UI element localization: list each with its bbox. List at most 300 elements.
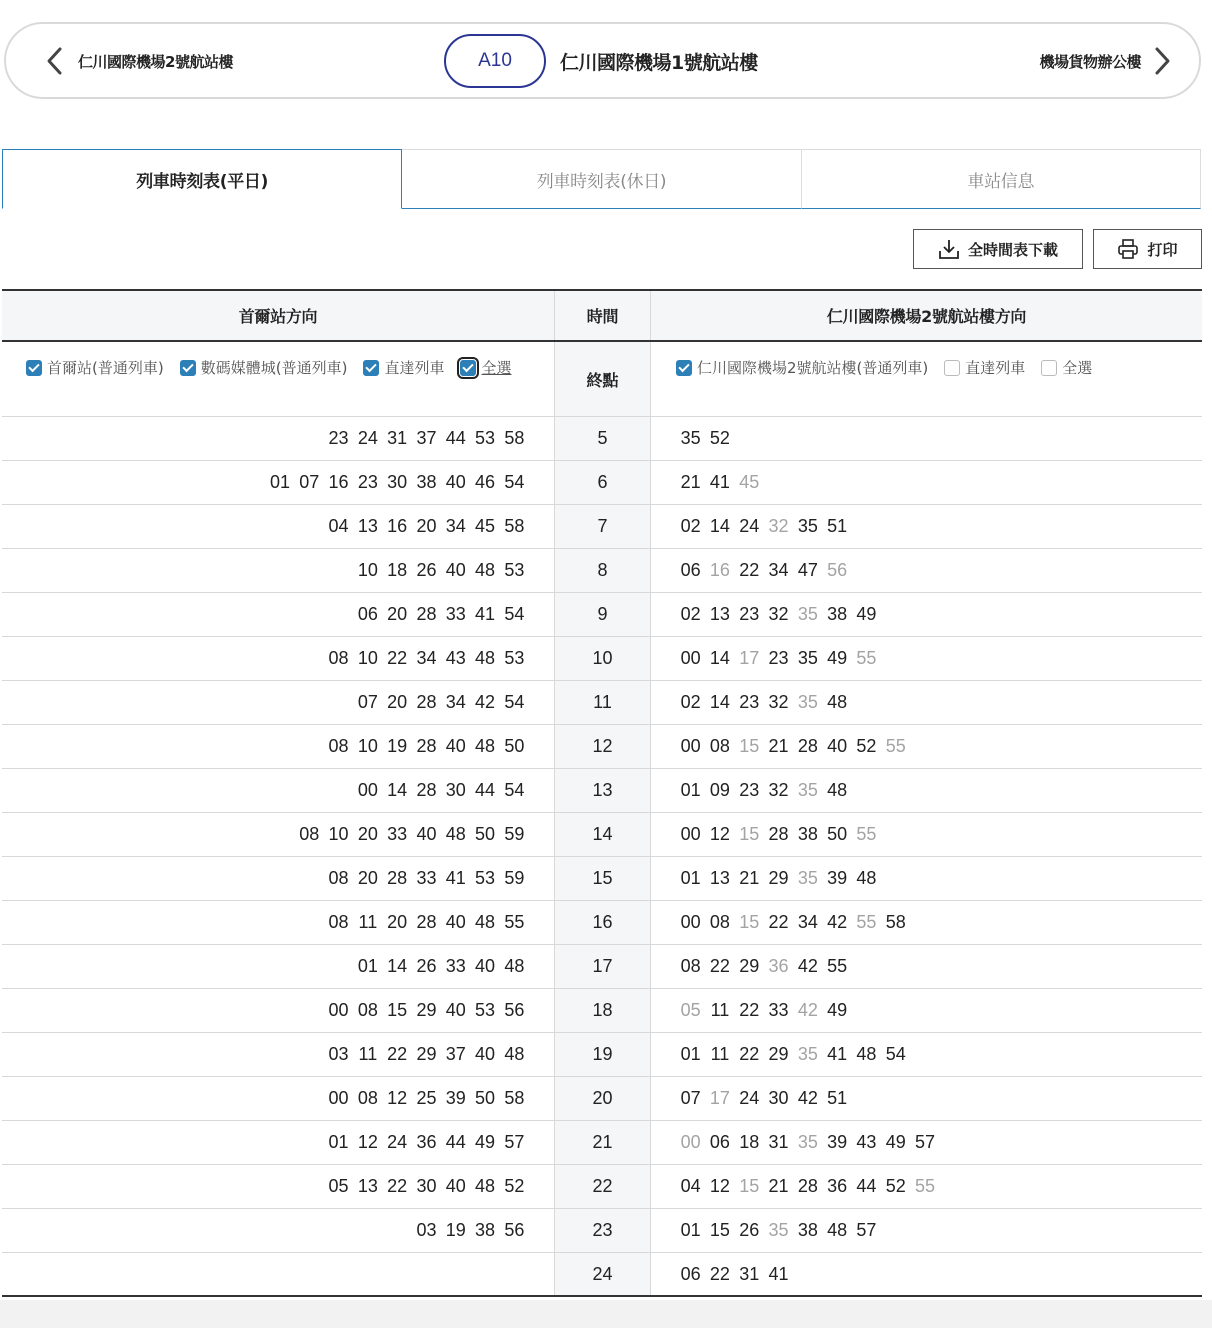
- express-departure-minute[interactable]: 55: [856, 912, 877, 932]
- next-station-link[interactable]: [1039, 40, 1173, 82]
- filter-label: 數碼媒體城(普通列車): [200, 359, 348, 377]
- departure-minute[interactable]: 06: [680, 1263, 701, 1284]
- departure-minute[interactable]: 14: [387, 956, 408, 976]
- left-departures: [2, 549, 554, 592]
- departure-minute[interactable]: 39: [445, 1088, 466, 1108]
- departure-minute[interactable]: 34: [797, 912, 818, 932]
- departure-minute[interactable]: 30: [445, 780, 466, 800]
- filter-label: 直達列車: [384, 359, 445, 377]
- departure-minute[interactable]: 22: [739, 1000, 760, 1020]
- departure-minute[interactable]: 48: [475, 912, 496, 932]
- departure-minute[interactable]: 14: [709, 516, 730, 536]
- left-departures: [2, 1121, 554, 1164]
- departure-minute[interactable]: 08: [328, 868, 349, 888]
- departure-minute[interactable]: 43: [445, 648, 466, 668]
- departure-minute[interactable]: 16: [387, 516, 408, 536]
- departure-minute[interactable]: 15: [709, 1220, 730, 1240]
- hour-cell: 11: [554, 681, 651, 724]
- filter-seoul-local[interactable]: [26, 357, 164, 378]
- departure-minute[interactable]: 00: [680, 736, 701, 756]
- departure-minute[interactable]: 44: [475, 780, 496, 800]
- departure-minute[interactable]: 43: [856, 1132, 877, 1152]
- departure-minute[interactable]: 07: [680, 1088, 701, 1108]
- filter-dmc-local[interactable]: [180, 357, 348, 378]
- filter-row: [2, 342, 1202, 417]
- departure-minute[interactable]: 12: [709, 824, 730, 844]
- departure-minute[interactable]: 08: [357, 1000, 378, 1020]
- departure-minute[interactable]: 39: [827, 1132, 848, 1152]
- departure-minute[interactable]: 56: [504, 1220, 525, 1240]
- checkbox[interactable]: [180, 360, 196, 376]
- departure-minute[interactable]: 09: [709, 780, 730, 800]
- departure-minute[interactable]: 42: [827, 912, 848, 932]
- departure-minute[interactable]: 11: [358, 1044, 378, 1064]
- right-departures: [651, 989, 1202, 1032]
- departure-minute[interactable]: 49: [827, 1000, 848, 1020]
- departure-minute[interactable]: 40: [445, 560, 466, 580]
- departure-minute[interactable]: 29: [416, 1000, 437, 1020]
- departure-minute[interactable]: 13: [709, 604, 730, 624]
- departure-minute[interactable]: 54: [504, 604, 525, 624]
- departure-minute[interactable]: 39: [827, 868, 848, 888]
- departure-minute[interactable]: 42: [797, 1088, 818, 1108]
- departure-minute[interactable]: 44: [445, 428, 466, 448]
- departure-minute[interactable]: 38: [827, 604, 848, 624]
- departure-minute[interactable]: 01: [680, 780, 701, 800]
- departure-minute[interactable]: 23: [328, 428, 349, 448]
- departure-minute[interactable]: 53: [475, 1000, 496, 1020]
- departure-minute[interactable]: 10: [357, 736, 378, 756]
- departure-minute[interactable]: 31: [739, 1263, 760, 1284]
- departure-minute[interactable]: 54: [885, 1044, 906, 1064]
- departure-minute[interactable]: 36: [827, 1176, 848, 1196]
- departure-minute[interactable]: 08: [328, 648, 349, 668]
- departure-minute[interactable]: 08: [299, 824, 320, 844]
- departure-minute[interactable]: 08: [328, 912, 349, 932]
- departure-minute[interactable]: 35: [680, 428, 701, 448]
- express-departure-minute[interactable]: 15: [739, 1176, 760, 1196]
- departure-minute[interactable]: 29: [739, 956, 760, 976]
- express-departure-minute[interactable]: 15: [739, 736, 760, 756]
- checkbox[interactable]: [26, 360, 42, 376]
- departure-minute[interactable]: 22: [387, 1176, 408, 1196]
- express-departure-minute[interactable]: 55: [856, 824, 877, 844]
- departure-minute[interactable]: 48: [504, 1044, 525, 1064]
- departure-minute[interactable]: 00: [328, 1000, 349, 1020]
- departure-minute[interactable]: 31: [387, 428, 408, 448]
- departure-minute[interactable]: 33: [445, 604, 466, 624]
- tab-weekday-timetable[interactable]: 列車時刻表(平日): [2, 149, 402, 209]
- departure-minute[interactable]: 52: [885, 1176, 906, 1196]
- prev-station-link[interactable]: [44, 40, 233, 82]
- departure-minute[interactable]: 55: [504, 912, 525, 932]
- departure-minute[interactable]: 45: [475, 516, 496, 536]
- departure-minute[interactable]: 52: [856, 736, 877, 756]
- departure-minute[interactable]: 12: [387, 1088, 408, 1108]
- departure-minute[interactable]: 33: [445, 956, 466, 976]
- express-departure-minute[interactable]: 56: [827, 560, 848, 580]
- departure-minute[interactable]: 13: [357, 516, 378, 536]
- departure-minute[interactable]: 08: [709, 736, 730, 756]
- departure-minute[interactable]: 40: [445, 736, 466, 756]
- departure-minute[interactable]: 48: [475, 736, 496, 756]
- departure-minute[interactable]: 36: [416, 1132, 437, 1152]
- departure-minute[interactable]: 48: [827, 1220, 848, 1240]
- filter-t2-local[interactable]: [676, 357, 928, 378]
- express-departure-minute[interactable]: 35: [797, 604, 818, 624]
- departure-minute[interactable]: 22: [387, 648, 408, 668]
- departure-minute[interactable]: 00: [680, 824, 701, 844]
- departure-minute[interactable]: 28: [416, 736, 437, 756]
- departure-minute[interactable]: 30: [768, 1088, 789, 1108]
- departure-minute[interactable]: 07: [357, 692, 378, 712]
- express-departure-minute[interactable]: 32: [768, 516, 789, 536]
- departure-minute[interactable]: 57: [856, 1220, 877, 1240]
- hour-cell: 5: [554, 417, 651, 460]
- checkbox[interactable]: [363, 360, 379, 376]
- table-row: [2, 549, 1202, 593]
- departure-minute[interactable]: 11: [710, 1000, 730, 1020]
- departure-minute[interactable]: 41: [768, 1263, 789, 1284]
- hour-cell: 15: [554, 857, 651, 900]
- checkbox[interactable]: [676, 360, 692, 376]
- departure-minute[interactable]: 10: [328, 824, 349, 844]
- departure-minute[interactable]: 26: [739, 1220, 760, 1240]
- departure-minute[interactable]: 48: [445, 824, 466, 844]
- departure-minute[interactable]: 40: [445, 1000, 466, 1020]
- filter-express-left[interactable]: [363, 357, 444, 378]
- departure-minute[interactable]: 58: [504, 1088, 525, 1108]
- departure-minute[interactable]: 03: [328, 1044, 349, 1064]
- departure-minute[interactable]: 31: [768, 1132, 789, 1152]
- express-departure-minute[interactable]: 55: [856, 648, 877, 668]
- departure-minute[interactable]: 40: [475, 956, 496, 976]
- departure-minute[interactable]: 35: [797, 648, 818, 668]
- departure-minute[interactable]: 13: [357, 1176, 378, 1196]
- departure-minute[interactable]: 53: [475, 428, 496, 448]
- departure-minute[interactable]: 44: [856, 1176, 877, 1196]
- departure-minute[interactable]: 26: [416, 560, 437, 580]
- express-departure-minute[interactable]: 55: [915, 1176, 936, 1196]
- express-departure-minute[interactable]: 15: [739, 912, 760, 932]
- express-departure-minute[interactable]: 35: [797, 1044, 818, 1064]
- filter-select-all-right[interactable]: [1041, 357, 1092, 378]
- departure-minute[interactable]: 14: [709, 648, 730, 668]
- departure-minute[interactable]: 20: [416, 516, 437, 536]
- departure-minute[interactable]: 54: [504, 780, 525, 800]
- departure-minute[interactable]: 22: [768, 912, 789, 932]
- departure-minute[interactable]: 48: [475, 560, 496, 580]
- departure-minute[interactable]: 00: [680, 648, 701, 668]
- right-departures: [651, 505, 1202, 548]
- departure-minute[interactable]: 44: [445, 1132, 466, 1152]
- departure-minute[interactable]: 40: [475, 1044, 496, 1064]
- departure-minute[interactable]: 28: [768, 824, 789, 844]
- departure-minute[interactable]: 49: [827, 648, 848, 668]
- departure-minute[interactable]: 20: [357, 868, 378, 888]
- departure-minute[interactable]: 16: [328, 472, 349, 492]
- right-departures: [651, 901, 1202, 944]
- checkbox[interactable]: [1041, 360, 1057, 376]
- table-row: [2, 945, 1202, 989]
- express-departure-minute[interactable]: 35: [797, 692, 818, 712]
- departure-minute[interactable]: 28: [416, 604, 437, 624]
- print-button[interactable]: [1093, 229, 1202, 269]
- departure-minute[interactable]: 23: [768, 648, 789, 668]
- express-departure-minute[interactable]: 36: [768, 956, 789, 976]
- departure-minute[interactable]: 18: [387, 560, 408, 580]
- departure-minute[interactable]: 11: [710, 1044, 730, 1064]
- departure-minute[interactable]: 00: [328, 1088, 349, 1108]
- departure-minute[interactable]: 01: [328, 1132, 349, 1152]
- departure-minute[interactable]: 49: [856, 604, 877, 624]
- departure-minute[interactable]: 35: [797, 516, 818, 536]
- departure-minute[interactable]: 41: [709, 472, 730, 492]
- departure-minute[interactable]: 28: [416, 912, 437, 932]
- departure-minute[interactable]: 20: [387, 912, 408, 932]
- departure-minute[interactable]: 57: [915, 1132, 936, 1152]
- departure-minute[interactable]: 00: [357, 780, 378, 800]
- departure-minute[interactable]: 22: [739, 560, 760, 580]
- departure-minute[interactable]: 48: [827, 780, 848, 800]
- departure-minute[interactable]: 01: [680, 1220, 701, 1240]
- departure-minute[interactable]: 41: [475, 604, 496, 624]
- departure-minute[interactable]: 07: [299, 472, 320, 492]
- express-departure-minute[interactable]: 35: [797, 868, 818, 888]
- departure-minute[interactable]: 30: [416, 1176, 437, 1196]
- hour-cell: 19: [554, 1033, 651, 1076]
- departure-minute[interactable]: 21: [768, 1176, 789, 1196]
- filter-label: 全選: [481, 359, 512, 377]
- departure-minute[interactable]: 48: [856, 1044, 877, 1064]
- departure-minute[interactable]: 28: [797, 1176, 818, 1196]
- table-row: [2, 505, 1202, 549]
- departure-minute[interactable]: 42: [475, 692, 496, 712]
- departure-minute[interactable]: 28: [416, 780, 437, 800]
- departure-minute[interactable]: 21: [739, 868, 760, 888]
- tab-station-info[interactable]: 車站信息: [802, 149, 1201, 209]
- departure-minute[interactable]: 21: [680, 472, 701, 492]
- departure-minute[interactable]: 49: [885, 1132, 906, 1152]
- departure-minute[interactable]: 40: [445, 472, 466, 492]
- departure-minute[interactable]: 00: [680, 912, 701, 932]
- departure-minute[interactable]: 28: [797, 736, 818, 756]
- departure-minute[interactable]: 33: [387, 824, 408, 844]
- departure-minute[interactable]: 38: [475, 1220, 496, 1240]
- departure-minute[interactable]: 08: [680, 956, 701, 976]
- departure-minute[interactable]: 12: [709, 1176, 730, 1196]
- departure-minute[interactable]: 56: [504, 1000, 525, 1020]
- departure-minute[interactable]: 34: [445, 516, 466, 536]
- tab-holiday-timetable[interactable]: 列車時刻表(休日): [402, 149, 801, 209]
- departure-minute[interactable]: 48: [504, 956, 525, 976]
- departure-minute[interactable]: 50: [504, 736, 525, 756]
- departure-minute[interactable]: 06: [680, 560, 701, 580]
- departure-minute[interactable]: 33: [416, 868, 437, 888]
- departure-minute[interactable]: 20: [357, 824, 378, 844]
- departure-minute[interactable]: 06: [709, 1132, 730, 1152]
- departure-minute[interactable]: 30: [387, 472, 408, 492]
- right-departures: [651, 769, 1202, 812]
- express-departure-minute[interactable]: 16: [709, 560, 730, 580]
- departure-minute[interactable]: 37: [445, 1044, 466, 1064]
- departure-minute[interactable]: 59: [504, 868, 525, 888]
- departure-minute[interactable]: 20: [387, 604, 408, 624]
- departure-minute[interactable]: 29: [768, 1044, 789, 1064]
- departure-minute[interactable]: 52: [709, 428, 730, 448]
- departure-minute[interactable]: 24: [739, 1088, 760, 1108]
- departure-minute[interactable]: 10: [357, 648, 378, 668]
- right-departures: [651, 1077, 1202, 1120]
- departure-minute[interactable]: 40: [827, 736, 848, 756]
- departure-minute[interactable]: 53: [504, 560, 525, 580]
- departure-minute[interactable]: 22: [387, 1044, 408, 1064]
- departure-minute[interactable]: 22: [709, 956, 730, 976]
- departure-minute[interactable]: 37: [416, 428, 437, 448]
- left-departures: [2, 901, 554, 944]
- left-direction-header: 首爾站方向: [238, 307, 318, 326]
- departure-minute[interactable]: 04: [328, 516, 349, 536]
- departure-minute[interactable]: 24: [387, 1132, 408, 1152]
- departure-minute[interactable]: 29: [416, 1044, 437, 1064]
- left-departures: [2, 1077, 554, 1120]
- departure-minute[interactable]: 38: [416, 472, 437, 492]
- departure-minute[interactable]: 59: [504, 824, 525, 844]
- departure-minute[interactable]: 15: [387, 1000, 408, 1020]
- departure-minute[interactable]: 48: [827, 692, 848, 712]
- departure-minute[interactable]: 32: [768, 692, 789, 712]
- departure-minute[interactable]: 19: [445, 1220, 466, 1240]
- departure-minute[interactable]: 23: [739, 780, 760, 800]
- express-departure-minute[interactable]: 00: [680, 1132, 701, 1152]
- departure-minute[interactable]: 08: [357, 1088, 378, 1108]
- departure-minute[interactable]: 50: [475, 824, 496, 844]
- express-departure-minute[interactable]: 35: [797, 1132, 818, 1152]
- departure-minute[interactable]: 32: [768, 604, 789, 624]
- departure-minute[interactable]: 20: [387, 692, 408, 712]
- download-timetable-button[interactable]: [913, 229, 1083, 269]
- departure-minute[interactable]: 50: [475, 1088, 496, 1108]
- departure-minute[interactable]: 34: [768, 560, 789, 580]
- departure-minute[interactable]: 51: [827, 516, 848, 536]
- departure-minute[interactable]: 55: [827, 956, 848, 976]
- departure-minute[interactable]: 03: [416, 1220, 437, 1240]
- departure-minute[interactable]: 01: [269, 472, 290, 492]
- departure-minute[interactable]: 53: [475, 868, 496, 888]
- departure-minute[interactable]: 54: [504, 692, 525, 712]
- departure-minute[interactable]: 11: [358, 912, 378, 932]
- departure-minute[interactable]: 05: [328, 1176, 349, 1196]
- departure-minute[interactable]: 34: [445, 692, 466, 712]
- express-departure-minute[interactable]: 45: [739, 472, 760, 492]
- departure-minute[interactable]: 23: [739, 604, 760, 624]
- departure-minute[interactable]: 58: [885, 912, 906, 932]
- departure-minute[interactable]: 01: [357, 956, 378, 976]
- departure-minute[interactable]: 38: [797, 1220, 818, 1240]
- express-departure-minute[interactable]: 42: [797, 1000, 818, 1020]
- departure-minute[interactable]: 42: [797, 956, 818, 976]
- departure-minute[interactable]: 34: [416, 648, 437, 668]
- departure-minute[interactable]: 54: [504, 472, 525, 492]
- departure-minute[interactable]: 18: [739, 1132, 760, 1152]
- departure-minute[interactable]: 53: [504, 648, 525, 668]
- departure-minute[interactable]: 22: [739, 1044, 760, 1064]
- departure-minute[interactable]: 01: [680, 868, 701, 888]
- departure-minute[interactable]: 01: [680, 1044, 701, 1064]
- departure-minute[interactable]: 33: [768, 1000, 789, 1020]
- departure-minute[interactable]: 10: [357, 560, 378, 580]
- departure-minute[interactable]: 51: [827, 1088, 848, 1108]
- departure-minute[interactable]: 41: [445, 868, 466, 888]
- departure-minute[interactable]: 58: [504, 428, 525, 448]
- filter-express-right[interactable]: [944, 357, 1025, 378]
- filter-label: 首爾站(普通列車): [47, 359, 164, 377]
- departure-minute[interactable]: 28: [416, 692, 437, 712]
- departure-minute[interactable]: 32: [768, 780, 789, 800]
- departure-minute[interactable]: 24: [739, 516, 760, 536]
- departure-minute[interactable]: 41: [827, 1044, 848, 1064]
- departure-minute[interactable]: 48: [475, 1176, 496, 1196]
- checkbox[interactable]: [944, 360, 960, 376]
- departure-minute[interactable]: 23: [739, 692, 760, 712]
- departure-minute[interactable]: 08: [709, 912, 730, 932]
- table-row: [2, 989, 1202, 1033]
- departure-minute[interactable]: 04: [680, 1176, 701, 1196]
- departure-minute[interactable]: 47: [797, 560, 818, 580]
- express-departure-minute[interactable]: 15: [739, 824, 760, 844]
- departure-minute[interactable]: 48: [856, 868, 877, 888]
- departure-minute[interactable]: 02: [680, 604, 701, 624]
- departure-minute[interactable]: 50: [827, 824, 848, 844]
- departure-minute[interactable]: 06: [357, 604, 378, 624]
- departure-minute[interactable]: 24: [357, 428, 378, 448]
- departure-minute[interactable]: 38: [797, 824, 818, 844]
- express-departure-minute[interactable]: 35: [768, 1220, 789, 1240]
- departure-minute[interactable]: 08: [328, 736, 349, 756]
- departure-minute[interactable]: 52: [504, 1176, 525, 1196]
- departure-minute[interactable]: 21: [768, 736, 789, 756]
- express-departure-minute[interactable]: 17: [739, 648, 760, 668]
- departure-minute[interactable]: 02: [680, 692, 701, 712]
- checkbox[interactable]: [460, 360, 476, 376]
- express-departure-minute[interactable]: 35: [797, 780, 818, 800]
- departure-minute[interactable]: 58: [504, 516, 525, 536]
- departure-minute[interactable]: 26: [416, 956, 437, 976]
- express-departure-minute[interactable]: 05: [680, 1000, 701, 1020]
- departure-minute[interactable]: 49: [475, 1132, 496, 1152]
- express-departure-minute[interactable]: 55: [885, 736, 906, 756]
- departure-minute[interactable]: 40: [416, 824, 437, 844]
- filter-select-all-left[interactable]: [460, 357, 511, 378]
- departure-minute[interactable]: 25: [416, 1088, 437, 1108]
- departure-minute[interactable]: 40: [445, 912, 466, 932]
- departure-minute[interactable]: 23: [357, 472, 378, 492]
- departure-minute[interactable]: 19: [387, 736, 408, 756]
- express-departure-minute[interactable]: 17: [709, 1088, 730, 1108]
- departure-minute[interactable]: 14: [387, 780, 408, 800]
- departure-minute[interactable]: 13: [709, 868, 730, 888]
- departure-minute[interactable]: 29: [768, 868, 789, 888]
- departure-minute[interactable]: 40: [445, 1176, 466, 1196]
- departure-minute[interactable]: 48: [475, 648, 496, 668]
- departure-minute[interactable]: 22: [709, 1263, 730, 1284]
- departure-minute[interactable]: 57: [504, 1132, 525, 1152]
- departure-minute[interactable]: 46: [475, 472, 496, 492]
- departure-minute[interactable]: 28: [387, 868, 408, 888]
- departure-minute[interactable]: 02: [680, 516, 701, 536]
- departure-minute[interactable]: 14: [709, 692, 730, 712]
- departure-minute[interactable]: 12: [357, 1132, 378, 1152]
